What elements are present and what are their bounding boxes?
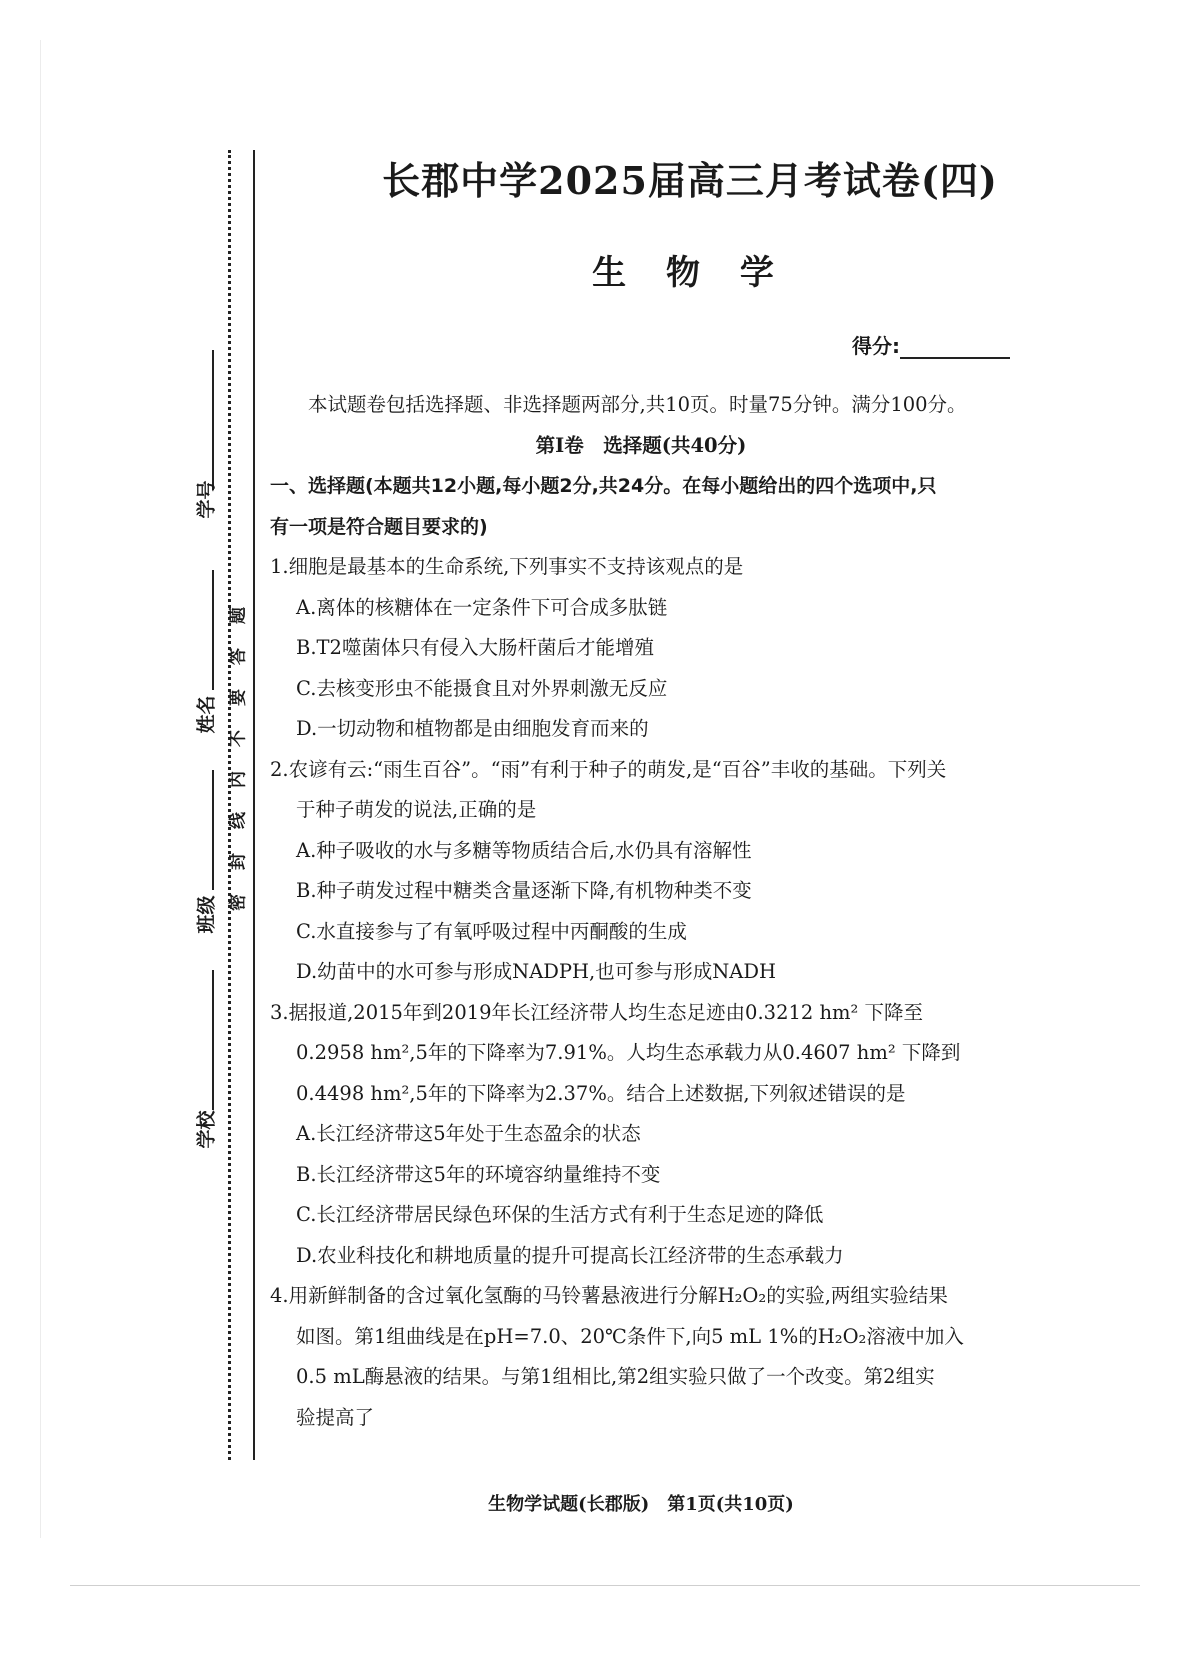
page-footer: 生物学试题(长郡版) 第1页(共10页): [488, 1494, 794, 1515]
question-stem-continued: 0.4498 hm²,5年的下降率为2.37%。结合上述数据,下列叙述错误的是: [296, 1081, 906, 1105]
class-label: 班级: [195, 895, 218, 934]
question-stem: 1.细胞是最基本的生命系统,下列事实不支持该观点的是: [270, 555, 744, 578]
section-title: 第Ⅰ卷 选择题(共40分): [535, 433, 747, 457]
school-blank[interactable]: [212, 970, 215, 1110]
score-blank[interactable]: [900, 339, 1010, 359]
question-stem-continued: 0.2958 hm²,5年的下降率为7.91%。人均生态承载力从0.4607 hm² 下降到: [296, 1041, 961, 1064]
answer-option: B.长江经济带这5年的环境容纳量维持不变: [296, 1162, 661, 1186]
page-bottom-edge: [70, 1585, 1140, 1586]
answer-option: D.农业科技化和耕地质量的提升可提高长江经济带的生态承载力: [296, 1243, 844, 1267]
answer-option: B.T2噬菌体只有侵入大肠杆菌后才能增殖: [296, 636, 654, 659]
seal-notice-char: 密: [228, 894, 249, 911]
question-stem: 3.据报道,2015年到2019年长江经济带人均生态足迹由0.3212 hm² 下降至: [270, 1000, 924, 1024]
answer-option: C.长江经济带居民绿色环保的生活方式有利于生态足迹的降低: [296, 1203, 824, 1226]
seal-notice-char: 线: [228, 812, 249, 829]
exam-intro: 本试题卷包括选择题、非选择题两部分,共10页。时量75分钟。满分100分。: [308, 393, 967, 416]
seal-notice-char: 封: [228, 853, 249, 870]
student-id-blank[interactable]: [212, 350, 215, 490]
score-box: [852, 330, 1010, 359]
question-stem: 4.用新鲜制备的含过氧化氢酶的马铃薯悬液进行分解H₂O₂的实验,两组实验结果: [270, 1284, 948, 1307]
student-id-label: 学号: [195, 480, 218, 519]
answer-option: A.种子吸收的水与多糖等物质结合后,水仍具有溶解性: [296, 838, 752, 862]
seal-notice-char: 题: [228, 607, 249, 624]
answer-option: C.去核变形虫不能摄食且对外界刺激无反应: [296, 676, 668, 700]
answer-option: D.一切动物和植物都是由细胞发育而来的: [296, 717, 649, 740]
question-stem-continued: 0.5 mL酶悬液的结果。与第1组相比,第2组实验只做了一个改变。第2组实: [296, 1365, 935, 1388]
seal-notice-char: 不: [228, 730, 249, 747]
subject-title: 生 物 学: [592, 253, 788, 293]
answer-option: B.种子萌发过程中糖类含量逐渐下降,有机物种类不变: [296, 879, 752, 902]
scan-edge: [40, 40, 41, 1538]
group-heading-line: 一、选择题(本题共12小题,每小题2分,共24分。在每小题给出的四个选项中,只: [270, 475, 937, 497]
exam-title: 长郡中学2025届高三月考试卷(四): [382, 158, 998, 203]
answer-option: A.离体的核糖体在一定条件下可合成多肽链: [296, 595, 668, 619]
question-stem-continued: 验提高了: [296, 1405, 375, 1429]
school-label: 学校: [195, 1110, 218, 1149]
seal-notice-char: 内: [228, 771, 249, 788]
seal-notice: [230, 595, 258, 923]
question-stem-continued: 如图。第1组曲线是在pH=7.0、20℃条件下,向5 mL 1%的H₂O₂溶液中加入: [296, 1324, 964, 1348]
exam-content: [270, 385, 1012, 1438]
answer-option: D.幼苗中的水可参与形成NADPH,也可参与形成NADH: [296, 960, 777, 983]
question-stem-continued: 于种子萌发的说法,正确的是: [296, 798, 537, 821]
seal-notice-char: 要: [228, 689, 249, 706]
question-stem: 2.农谚有云:“雨生百谷”。“雨”有利于种子的萌发,是“百谷”丰收的基础。下列关: [270, 757, 947, 781]
answer-option: C.水直接参与了有氧呼吸过程中丙酮酸的生成: [296, 919, 687, 943]
name-blank[interactable]: [212, 570, 215, 690]
answer-option: A.长江经济带这5年处于生态盈余的状态: [296, 1122, 641, 1145]
class-blank[interactable]: [212, 770, 215, 890]
seal-notice-char: 答: [228, 648, 249, 665]
score-label: 得分:: [852, 334, 900, 358]
name-label: 姓名: [195, 695, 218, 734]
group-heading-line: 有一项是符合题目要求的): [270, 515, 488, 538]
